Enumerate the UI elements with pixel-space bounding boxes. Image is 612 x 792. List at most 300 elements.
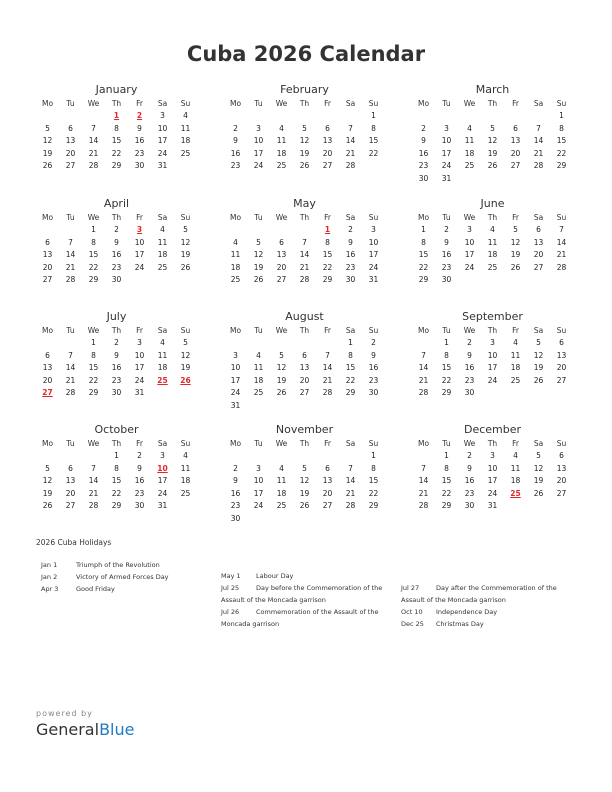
holiday-column-1 xyxy=(41,559,216,595)
page-title: Cuba 2026 Calendar xyxy=(186,42,426,66)
empty-day xyxy=(270,110,293,123)
day: 25 xyxy=(157,262,168,272)
holiday-date: May 1 xyxy=(221,572,241,580)
day: 18 xyxy=(180,476,191,486)
weekday-header: Fr xyxy=(512,326,519,335)
weekday-header: Fr xyxy=(324,439,331,448)
day: 13 xyxy=(556,463,567,473)
day: 13 xyxy=(510,136,521,146)
day: 1 xyxy=(91,338,96,347)
empty-day xyxy=(270,450,293,463)
day: 22 xyxy=(368,148,379,158)
day: 24 xyxy=(230,388,241,398)
day: 31 xyxy=(441,173,452,183)
day: 18 xyxy=(510,476,521,486)
day: 22 xyxy=(111,488,122,498)
day: 6 xyxy=(513,123,518,133)
weekday-header: Fr xyxy=(136,326,143,335)
day: 13 xyxy=(42,250,53,260)
day: 27 xyxy=(533,262,544,272)
day: 2 xyxy=(444,225,449,234)
day: 9 xyxy=(348,237,353,247)
day: 27 xyxy=(276,275,287,285)
day: 15 xyxy=(88,250,99,260)
weekday-header: Su xyxy=(180,99,191,108)
month-name: January xyxy=(95,83,138,96)
day: 12 xyxy=(487,136,498,146)
day: 3 xyxy=(490,451,495,460)
day: 30 xyxy=(464,501,475,511)
day: 22 xyxy=(88,375,99,385)
day: 20 xyxy=(556,476,567,486)
day: 9 xyxy=(114,237,119,247)
day: 20 xyxy=(42,375,53,385)
holiday-name: Day before the Commemoration of the Assault of the Moncada garrison xyxy=(221,584,383,604)
month-days-grid xyxy=(36,211,197,287)
day: 4 xyxy=(513,451,518,460)
day: 13 xyxy=(533,237,544,247)
day: 13 xyxy=(322,476,333,486)
day: 19 xyxy=(299,488,310,498)
day: 7 xyxy=(559,225,564,234)
day: 10 xyxy=(441,136,452,146)
empty-day xyxy=(36,110,59,123)
day: 18 xyxy=(464,148,475,158)
day: 22 xyxy=(322,262,333,272)
day: 26 xyxy=(299,501,310,511)
empty-day xyxy=(293,110,316,123)
day: 10 xyxy=(487,350,498,360)
day: 29 xyxy=(88,275,99,285)
day: 1 xyxy=(421,225,426,234)
day: 16 xyxy=(464,476,475,486)
month-days-grid xyxy=(224,324,385,413)
day: 29 xyxy=(556,161,567,171)
day: 26 xyxy=(510,262,521,272)
holiday-name: Labour Day xyxy=(256,572,294,580)
day: 21 xyxy=(533,148,544,158)
day: 28 xyxy=(533,161,544,171)
day: 14 xyxy=(418,363,429,373)
month-days-grid xyxy=(412,97,573,186)
day: 29 xyxy=(111,161,122,171)
month-name: November xyxy=(275,423,334,436)
day: 28 xyxy=(345,161,356,171)
day: 18 xyxy=(510,363,521,373)
day: 17 xyxy=(134,363,145,373)
weekday-header: Mo xyxy=(229,326,242,335)
weekday-header: We xyxy=(275,213,288,222)
day: 23 xyxy=(368,375,379,385)
day: 13 xyxy=(65,136,76,146)
day: 14 xyxy=(322,363,333,373)
day: 7 xyxy=(536,123,541,133)
empty-day xyxy=(339,450,362,463)
day: 27 xyxy=(556,488,567,498)
day: 30 xyxy=(111,275,122,285)
day: 21 xyxy=(345,488,356,498)
day: 2 xyxy=(114,225,119,234)
day: 4 xyxy=(513,338,518,347)
empty-day xyxy=(247,337,270,350)
day: 5 xyxy=(279,350,284,360)
weekday-header: Su xyxy=(556,326,567,335)
day: 28 xyxy=(556,262,567,272)
empty-day xyxy=(435,110,458,123)
day: 12 xyxy=(276,363,287,373)
weekday-header: Fr xyxy=(512,213,519,222)
day: 23 xyxy=(441,262,452,272)
empty-day xyxy=(527,110,550,123)
holiday-name: Commemoration of the Assault of the Moncada garrison xyxy=(221,608,379,628)
empty-day xyxy=(316,337,339,350)
weekday-header: Th xyxy=(299,326,310,335)
day: 6 xyxy=(68,123,73,133)
weekday-header: Su xyxy=(180,326,191,335)
holiday-day: 27 xyxy=(42,388,53,398)
holiday-day: 1 xyxy=(324,225,331,234)
day: 28 xyxy=(418,501,429,511)
weekday-header: We xyxy=(87,439,100,448)
day: 11 xyxy=(230,250,241,260)
day: 28 xyxy=(65,388,76,398)
weekday-header: Sa xyxy=(157,213,168,222)
holiday-day: 1 xyxy=(113,111,120,120)
day: 25 xyxy=(253,388,264,398)
day: 9 xyxy=(467,350,472,360)
day: 26 xyxy=(533,488,544,498)
day: 12 xyxy=(180,350,191,360)
day: 16 xyxy=(464,363,475,373)
day: 2 xyxy=(421,123,426,133)
day: 22 xyxy=(88,262,99,272)
day: 26 xyxy=(299,161,310,171)
day: 11 xyxy=(276,136,287,146)
day: 17 xyxy=(368,250,379,260)
day: 16 xyxy=(134,476,145,486)
day: 7 xyxy=(91,463,96,473)
day: 6 xyxy=(325,463,330,473)
day: 12 xyxy=(533,350,544,360)
day: 4 xyxy=(490,225,495,234)
day: 20 xyxy=(322,488,333,498)
weekday-header: Sa xyxy=(157,326,168,335)
empty-day xyxy=(59,224,82,237)
day: 18 xyxy=(276,148,287,158)
day: 23 xyxy=(464,488,475,498)
holiday-column-2 xyxy=(221,570,396,630)
month-may xyxy=(224,196,385,287)
day: 16 xyxy=(368,363,379,373)
month-september xyxy=(412,309,573,400)
weekday-header: Su xyxy=(180,439,191,448)
day: 31 xyxy=(368,275,379,285)
day: 2 xyxy=(371,338,376,347)
day: 20 xyxy=(533,250,544,260)
day: 10 xyxy=(253,136,264,146)
day: 10 xyxy=(464,237,475,247)
holiday-date: Apr 3 xyxy=(41,585,59,593)
day: 4 xyxy=(233,237,238,247)
empty-day xyxy=(224,337,247,350)
weekday-header: Tu xyxy=(66,213,75,222)
weekday-header: Su xyxy=(556,439,567,448)
month-december xyxy=(412,422,573,513)
day: 9 xyxy=(371,350,376,360)
weekday-header: Sa xyxy=(345,213,356,222)
day: 24 xyxy=(157,148,168,158)
day: 5 xyxy=(536,451,541,460)
day: 8 xyxy=(371,463,376,473)
day: 13 xyxy=(556,350,567,360)
weekday-header: Th xyxy=(299,439,310,448)
holiday-day: 10 xyxy=(157,463,168,473)
day: 2 xyxy=(114,338,119,347)
day: 16 xyxy=(111,363,122,373)
day: 16 xyxy=(418,148,429,158)
weekday-header: Mo xyxy=(229,99,242,108)
empty-day xyxy=(412,450,435,463)
empty-day xyxy=(316,450,339,463)
day: 8 xyxy=(114,123,119,133)
day: 15 xyxy=(111,136,122,146)
day: 24 xyxy=(253,161,264,171)
month-march xyxy=(412,82,573,186)
day: 7 xyxy=(421,350,426,360)
day: 30 xyxy=(418,173,429,183)
holiday-item xyxy=(221,606,396,630)
weekday-header: Fr xyxy=(136,99,143,108)
day: 8 xyxy=(444,350,449,360)
day: 23 xyxy=(230,501,241,511)
day: 17 xyxy=(487,363,498,373)
holiday-date: Jul 27 xyxy=(401,584,420,592)
day: 15 xyxy=(441,363,452,373)
weekday-header: Mo xyxy=(41,213,54,222)
day: 19 xyxy=(299,148,310,158)
day: 24 xyxy=(157,488,168,498)
day: 28 xyxy=(65,275,76,285)
day: 17 xyxy=(134,250,145,260)
day: 25 xyxy=(487,262,498,272)
day: 31 xyxy=(134,388,145,398)
empty-day xyxy=(59,450,82,463)
empty-day xyxy=(82,450,105,463)
month-days-grid xyxy=(36,437,197,513)
day: 29 xyxy=(88,388,99,398)
day: 28 xyxy=(88,161,99,171)
day: 14 xyxy=(533,136,544,146)
weekday-header: Tu xyxy=(254,99,263,108)
day: 11 xyxy=(276,476,287,486)
holiday-date: Jul 25 xyxy=(221,584,240,592)
day: 16 xyxy=(111,250,122,260)
day: 18 xyxy=(487,250,498,260)
day: 8 xyxy=(371,123,376,133)
day: 26 xyxy=(253,275,264,285)
day: 29 xyxy=(111,501,122,511)
weekday-header: Tu xyxy=(442,326,451,335)
month-january xyxy=(36,82,197,173)
day: 15 xyxy=(556,136,567,146)
day: 11 xyxy=(253,363,264,373)
holiday-name: Christmas Day xyxy=(436,620,484,628)
day: 29 xyxy=(345,388,356,398)
day: 14 xyxy=(88,136,99,146)
holiday-date: Jan 2 xyxy=(41,573,58,581)
day: 3 xyxy=(256,463,261,473)
day: 29 xyxy=(441,501,452,511)
holiday-item xyxy=(41,571,216,583)
day: 6 xyxy=(302,350,307,360)
day: 20 xyxy=(65,148,76,158)
day: 15 xyxy=(441,476,452,486)
day: 7 xyxy=(302,237,307,247)
day: 25 xyxy=(276,501,287,511)
day: 4 xyxy=(160,225,165,234)
day: 28 xyxy=(418,388,429,398)
day: 30 xyxy=(464,388,475,398)
day: 11 xyxy=(180,463,191,473)
day: 27 xyxy=(510,161,521,171)
day: 8 xyxy=(559,123,564,133)
powered-by-label: powered by xyxy=(36,709,93,718)
day: 4 xyxy=(467,123,472,133)
weekday-header: Sa xyxy=(533,99,544,108)
empty-day xyxy=(316,110,339,123)
day: 25 xyxy=(230,275,241,285)
empty-day xyxy=(458,110,481,123)
month-name: February xyxy=(280,83,329,96)
day: 25 xyxy=(180,488,191,498)
day: 1 xyxy=(371,111,376,120)
day: 27 xyxy=(65,161,76,171)
brand-logo[interactable] xyxy=(36,720,134,739)
weekday-header: Tu xyxy=(442,439,451,448)
day: 11 xyxy=(510,463,521,473)
day: 10 xyxy=(253,476,264,486)
month-name: October xyxy=(94,423,139,436)
day: 23 xyxy=(134,148,145,158)
empty-day xyxy=(247,224,270,237)
day: 5 xyxy=(45,123,50,133)
day: 28 xyxy=(322,388,333,398)
weekday-header: Tu xyxy=(442,213,451,222)
day: 17 xyxy=(157,136,168,146)
day: 8 xyxy=(91,237,96,247)
weekday-header: Th xyxy=(487,99,498,108)
day: 15 xyxy=(368,476,379,486)
day: 3 xyxy=(467,225,472,234)
day: 30 xyxy=(111,388,122,398)
weekday-header: Th xyxy=(299,213,310,222)
day: 5 xyxy=(183,338,188,347)
day: 7 xyxy=(348,123,353,133)
empty-day xyxy=(412,110,435,123)
day: 26 xyxy=(487,161,498,171)
month-april xyxy=(36,196,197,287)
day: 24 xyxy=(134,375,145,385)
day: 19 xyxy=(487,148,498,158)
holiday-name: Independence Day xyxy=(436,608,498,616)
weekday-header: We xyxy=(463,99,476,108)
day: 2 xyxy=(233,123,238,133)
day: 21 xyxy=(418,488,429,498)
weekday-header: Th xyxy=(487,213,498,222)
holiday-date: Oct 10 xyxy=(401,608,423,616)
day: 7 xyxy=(348,463,353,473)
weekday-header: Sa xyxy=(533,213,544,222)
day: 10 xyxy=(230,363,241,373)
day: 18 xyxy=(180,136,191,146)
weekday-header: We xyxy=(87,213,100,222)
day: 11 xyxy=(487,237,498,247)
holiday-date: Jan 1 xyxy=(41,561,58,569)
day: 8 xyxy=(91,350,96,360)
weekday-header: Mo xyxy=(229,439,242,448)
day: 10 xyxy=(487,463,498,473)
day: 22 xyxy=(111,148,122,158)
day: 15 xyxy=(418,250,429,260)
day: 30 xyxy=(441,275,452,285)
month-july xyxy=(36,309,197,400)
day: 12 xyxy=(299,136,310,146)
day: 9 xyxy=(114,350,119,360)
day: 6 xyxy=(45,237,50,247)
day: 6 xyxy=(45,350,50,360)
day: 23 xyxy=(345,262,356,272)
day: 24 xyxy=(134,262,145,272)
empty-day xyxy=(293,450,316,463)
month-days-grid xyxy=(224,97,385,173)
weekday-header: Sa xyxy=(345,439,356,448)
day: 10 xyxy=(157,123,168,133)
month-name: June xyxy=(480,197,505,210)
holiday-day: 25 xyxy=(157,375,168,385)
empty-day xyxy=(293,337,316,350)
empty-day xyxy=(36,224,59,237)
weekday-header: Mo xyxy=(417,213,430,222)
day: 14 xyxy=(418,476,429,486)
day: 19 xyxy=(276,375,287,385)
day: 4 xyxy=(279,463,284,473)
day: 7 xyxy=(421,463,426,473)
day: 14 xyxy=(65,250,76,260)
month-name: May xyxy=(293,197,316,210)
day: 8 xyxy=(325,237,330,247)
day: 18 xyxy=(276,488,287,498)
day: 20 xyxy=(556,363,567,373)
day: 23 xyxy=(230,161,241,171)
day: 12 xyxy=(180,237,191,247)
day: 25 xyxy=(510,375,521,385)
holiday-date: Dec 25 xyxy=(401,620,424,628)
day: 2 xyxy=(348,225,353,234)
weekday-header: Su xyxy=(368,326,379,335)
day: 6 xyxy=(325,123,330,133)
weekday-header: Mo xyxy=(41,439,54,448)
empty-day xyxy=(224,224,247,237)
month-name: July xyxy=(106,310,127,323)
weekday-header: We xyxy=(275,439,288,448)
day: 18 xyxy=(157,250,168,260)
empty-day xyxy=(339,110,362,123)
holiday-name: Triumph of the Revolution xyxy=(76,561,160,569)
day: 12 xyxy=(299,476,310,486)
day: 25 xyxy=(180,148,191,158)
day: 3 xyxy=(256,123,261,133)
day: 4 xyxy=(183,111,188,120)
